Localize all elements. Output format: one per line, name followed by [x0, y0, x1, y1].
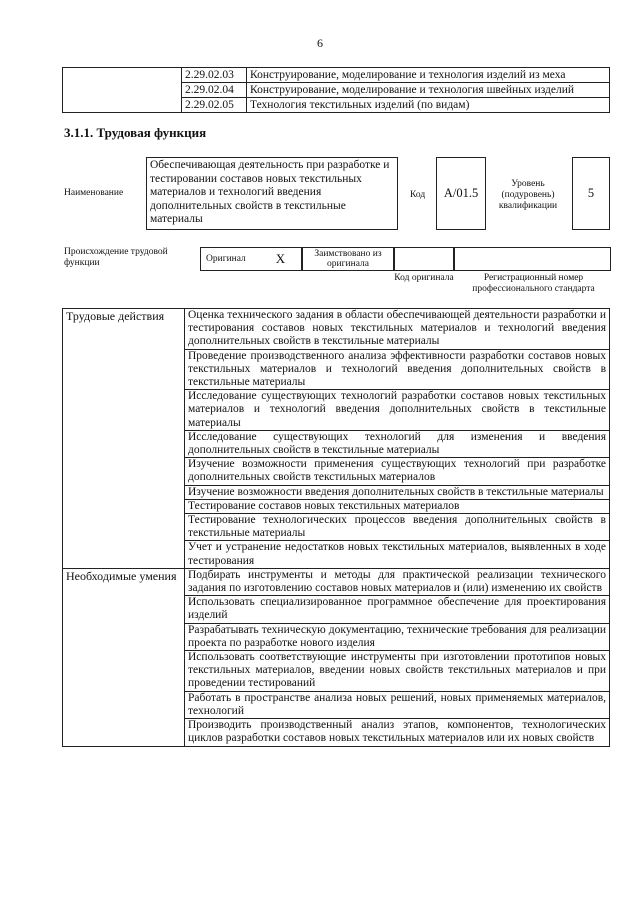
skill: Производить производственный анализ этапов, компонентов, технологических циклов разработки составов новых текстильных материалов или их новых свойств	[185, 719, 610, 746]
name-label: Наименование	[64, 188, 124, 198]
specialty-title: Технология текстильных изделий (по видам)	[247, 98, 610, 113]
function-details-table	[62, 308, 610, 747]
original-mark: X	[260, 247, 302, 271]
skill: Разрабатывать техническую документацию, технические требования для реализации проекта по разработке нового изделия	[185, 623, 610, 650]
level-value-box: 5	[572, 157, 610, 230]
specialty-code: 2.29.02.05	[182, 98, 247, 113]
labor-actions-label: Трудовые действия	[63, 309, 185, 569]
skills-label: Необходимые умения	[63, 568, 185, 746]
labor-action: Изучение возможности применения существующих технологий при разработке дополнительных свойств текстильных материалов	[185, 458, 610, 485]
code-caption: Код оригинала	[394, 273, 454, 283]
origin-row	[200, 247, 611, 271]
labor-action: Изучение возможности введения дополнительных свойств в текстильные материалы	[185, 485, 610, 499]
skill: Работать в пространстве анализа новых решений, новых применяемых материалов, технологий	[185, 691, 610, 718]
specialty-code: 2.29.02.03	[182, 68, 247, 83]
origin-reg-cell	[454, 247, 611, 271]
specialty-code: 2.29.02.04	[182, 83, 247, 98]
skill: Использовать специализированное программное обеспечение для проектирования изделий	[185, 596, 610, 623]
origin-code-cell	[394, 247, 454, 271]
table-row	[63, 568, 610, 595]
function-code-box: A/01.5	[436, 157, 486, 230]
function-name-box: Обеспечивающая деятельность при разработке и тестировании составов новых текстильных материалов и технологий введения дополнительных свойств в текстильные материалы	[146, 157, 398, 230]
specialties-table	[62, 67, 610, 113]
labor-action: Проведение производственного анализа эффективности разработки составов новых текстильных материалов и технологий введения дополнительных свойств в текстильные материалы	[185, 349, 610, 390]
labor-action: Тестирование технологических процессов введения дополнительных свойств в текстильные материалы	[185, 514, 610, 541]
skill: Подбирать инструменты и методы для практической реализации технического задания по изготовлению составов новых материалов и (или) изменению их свойств	[185, 568, 610, 595]
code-label: Код	[410, 190, 426, 200]
level-label: Уровень (подуровень) квалификации	[498, 179, 558, 211]
page-number: 6	[317, 36, 323, 50]
section-title: 3.1.1. Трудовая функция	[64, 125, 207, 140]
labor-action: Исследование существующих технологий для изменения и введения дополнительных свойств в текстильные материалы	[185, 430, 610, 457]
labor-action: Тестирование составов новых текстильных материалов	[185, 499, 610, 513]
specialty-title: Конструирование, моделирование и технология швейных изделий	[247, 83, 610, 98]
reg-caption: Регистрационный номер профессионального стандарта	[472, 273, 595, 294]
origin-label: Происхождение трудовой функции	[64, 247, 168, 268]
borrowed-label: Заимствовано из оригинала	[302, 247, 394, 271]
labor-action: Оценка технического задания в области обеспечивающей деятельности разработки и тестирования составов новых текстильных материалов и технологий введения дополнительных свойств в текстильные материалы	[185, 309, 610, 350]
table-row	[63, 309, 610, 350]
empty-cell	[63, 68, 182, 113]
labor-action: Учет и устранение недостатков новых текстильных материалов, выявленных в ходе тестирования	[185, 541, 610, 568]
table-row	[63, 68, 610, 83]
labor-action: Исследование существующих технологий разработки составов новых текстильных материалов и технологий введения дополнительных свойств в текстильные материалы	[185, 390, 610, 431]
original-label: Оригинал	[200, 247, 260, 271]
skill: Использовать соответствующие инструменты при изготовлении прототипов новых текстильных материалов, введении новых свойств текстильных материалов и при проведении тестирований	[185, 651, 610, 692]
specialty-title: Конструирование, моделирование и технология изделий из меха	[247, 68, 610, 83]
